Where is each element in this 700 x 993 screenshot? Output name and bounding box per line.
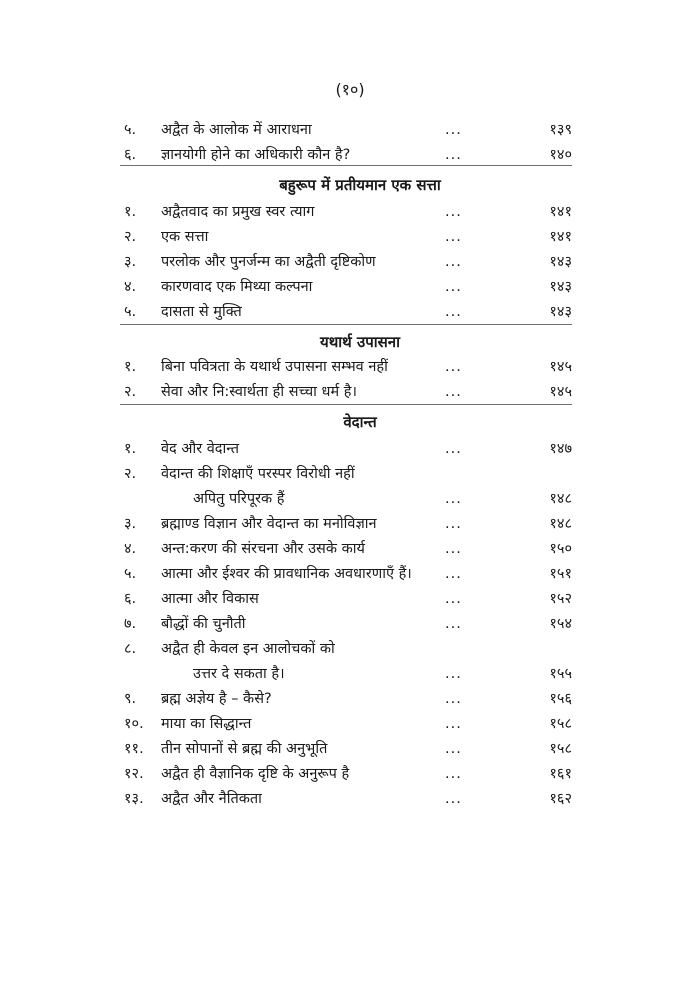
entry-number: १२.: [124, 766, 144, 782]
toc-entry[interactable]: [0, 712, 700, 736]
entry-number: ५.: [124, 122, 137, 138]
entry-page-number: १५६: [549, 691, 572, 707]
toc-entry[interactable]: [0, 587, 700, 611]
entry-leader-dots: ...: [445, 147, 462, 163]
entry-title: अन्त:करण की संरचना और उसके कार्य: [161, 541, 365, 557]
entry-page-number: १४५: [549, 384, 572, 400]
entry-number: १.: [124, 359, 137, 375]
entry-page-number: १५८: [549, 716, 572, 732]
entry-title: अद्वैत ही वैज्ञानिक दृष्टि के अनुरूप है: [161, 766, 350, 782]
section-heading-text: वेदान्त: [343, 413, 377, 431]
entry-number: २.: [124, 384, 137, 400]
entry-leader-dots: ...: [445, 766, 462, 782]
entry-title: अद्वैत ही केवल इन आलोचकों को: [161, 641, 335, 657]
entry-title: उत्तर दे सकता है।: [193, 666, 285, 682]
entry-page-number: १६२: [549, 791, 572, 807]
entry-number: १.: [124, 441, 137, 457]
entry-leader-dots: ...: [445, 441, 462, 457]
entry-leader-dots: ...: [445, 254, 462, 270]
entry-title: परलोक और पुनर्जन्म का अद्वैती दृष्टिकोण: [161, 254, 376, 270]
entry-title: आत्मा और विकास: [161, 591, 259, 607]
divider: [120, 324, 572, 325]
toc-entry[interactable]: [0, 200, 700, 224]
entry-page-number: १५०: [549, 541, 572, 557]
entry-leader-dots: ...: [445, 566, 462, 582]
toc-entry[interactable]: [0, 143, 700, 167]
entry-number: ६.: [124, 147, 137, 163]
toc-entry[interactable]: [0, 562, 700, 586]
toc-entry[interactable]: [0, 462, 700, 486]
divider: [120, 404, 572, 405]
entry-page-number: १४१: [549, 204, 572, 220]
entry-leader-dots: ...: [445, 591, 462, 607]
entry-page-number: १५१: [549, 566, 572, 582]
entry-leader-dots: ...: [445, 491, 462, 507]
toc-entry[interactable]: [0, 687, 700, 711]
entry-page-number: १६१: [549, 766, 572, 782]
entry-leader-dots: ...: [445, 204, 462, 220]
entry-number: ४.: [124, 541, 137, 557]
entry-leader-dots: ...: [445, 741, 462, 757]
entry-number: २.: [124, 466, 137, 482]
entry-page-number: १४१: [549, 229, 572, 245]
entry-title: बिना पवित्रता के यथार्थ उपासना सम्भव नहीं: [161, 359, 388, 375]
entry-leader-dots: ...: [445, 541, 462, 557]
entry-title: अद्वैत के आलोक में आराधना: [161, 122, 312, 138]
entry-page-number: १४३: [549, 304, 572, 320]
entry-leader-dots: ...: [445, 304, 462, 320]
entry-page-number: १४५: [549, 359, 572, 375]
page-number: (१०): [335, 80, 365, 99]
entry-title: ब्रह्म अज्ञेय है – कैसे?: [161, 691, 272, 707]
toc-entry[interactable]: [0, 250, 700, 274]
entry-title: आत्मा और ईश्वर की प्रावधानिक अवधारणाएँ हैं।: [161, 566, 412, 582]
entry-number: ११.: [124, 741, 144, 757]
toc-entry[interactable]: [0, 300, 700, 324]
entry-title: कारणवाद एक मिथ्या कल्पना: [161, 279, 313, 295]
entry-leader-dots: ...: [445, 122, 462, 138]
entry-leader-dots: ...: [445, 516, 462, 532]
section-heading-text: बहुरूप में प्रतीयमान एक सत्ता: [279, 176, 441, 194]
entry-page-number: १४८: [549, 516, 572, 532]
entry-title: बौद्धों की चुनौती: [161, 616, 246, 632]
entry-number: ८.: [124, 641, 137, 657]
toc-entry[interactable]: [0, 787, 700, 811]
entry-title: एक सत्ता: [161, 229, 209, 245]
section-heading: [0, 410, 700, 434]
entry-leader-dots: ...: [445, 716, 462, 732]
entry-number: ३.: [124, 254, 137, 270]
toc-entry[interactable]: [0, 118, 700, 142]
entry-leader-dots: ...: [445, 791, 462, 807]
entry-page-number: १५५: [549, 666, 572, 682]
entry-number: ७.: [124, 616, 137, 632]
entry-title: तीन सोपानों से ब्रह्म की अनुभूति: [161, 741, 328, 757]
toc-entry[interactable]: [0, 737, 700, 761]
entry-leader-dots: ...: [445, 359, 462, 375]
toc-entry[interactable]: [0, 225, 700, 249]
entry-title: माया का सिद्धान्त: [161, 716, 252, 732]
entry-page-number: १४३: [549, 279, 572, 295]
entry-leader-dots: ...: [445, 279, 462, 295]
entry-title: वेद और वेदान्त: [161, 441, 239, 457]
entry-page-number: १५८: [549, 741, 572, 757]
entry-title: अद्वैत और नैतिकता: [161, 791, 262, 807]
entry-number: १.: [124, 204, 137, 220]
toc-entry[interactable]: [0, 487, 700, 511]
entry-leader-dots: ...: [445, 229, 462, 245]
entry-number: १०.: [124, 716, 144, 732]
entry-page-number: १५४: [549, 616, 572, 632]
toc-entry[interactable]: [0, 637, 700, 661]
entry-title: वेदान्त की शिक्षाएँ परस्पर विरोधी नहीं: [161, 466, 355, 482]
section-heading-text: यथार्थ उपासना: [320, 333, 400, 351]
entry-page-number: १४३: [549, 254, 572, 270]
toc-entry[interactable]: [0, 662, 700, 686]
toc-entry[interactable]: [0, 762, 700, 786]
entry-number: ६.: [124, 591, 137, 607]
toc-entry[interactable]: [0, 512, 700, 536]
toc-entry[interactable]: [0, 612, 700, 636]
toc-entry[interactable]: [0, 355, 700, 379]
entry-leader-dots: ...: [445, 691, 462, 707]
entry-page-number: १४०: [549, 147, 572, 163]
entry-page-number: १३९: [549, 122, 572, 138]
entry-leader-dots: ...: [445, 384, 462, 400]
section-heading: [0, 330, 700, 354]
entry-title: ज्ञानयोगी होने का अधिकारी कौन है?: [161, 147, 351, 163]
entry-page-number: १४८: [549, 491, 572, 507]
entry-number: ३.: [124, 516, 137, 532]
toc-entry[interactable]: [0, 537, 700, 561]
entry-title: अपितु परिपूरक हैं: [193, 491, 285, 507]
entry-number: ९.: [124, 691, 137, 707]
entry-number: ५.: [124, 304, 137, 320]
entry-page-number: १४७: [549, 441, 572, 457]
entry-number: २.: [124, 229, 137, 245]
entry-title: सेवा और नि:स्वार्थता ही सच्चा धर्म है।: [161, 384, 357, 400]
toc-entry[interactable]: [0, 437, 700, 461]
entry-number: १३.: [124, 791, 144, 807]
section-heading: [0, 173, 700, 197]
entry-title: ब्रह्माण्ड विज्ञान और वेदान्त का मनोविज्ञान: [161, 516, 377, 532]
entry-page-number: १५२: [549, 591, 572, 607]
entry-number: ४.: [124, 279, 137, 295]
entry-title: दासता से मुक्ति: [161, 304, 242, 320]
toc-entry[interactable]: [0, 380, 700, 404]
entry-leader-dots: ...: [445, 666, 462, 682]
entry-leader-dots: ...: [445, 616, 462, 632]
entry-number: ५.: [124, 566, 137, 582]
toc-entry[interactable]: [0, 275, 700, 299]
entry-title: अद्वैतवाद का प्रमुख स्वर त्याग: [161, 204, 315, 220]
